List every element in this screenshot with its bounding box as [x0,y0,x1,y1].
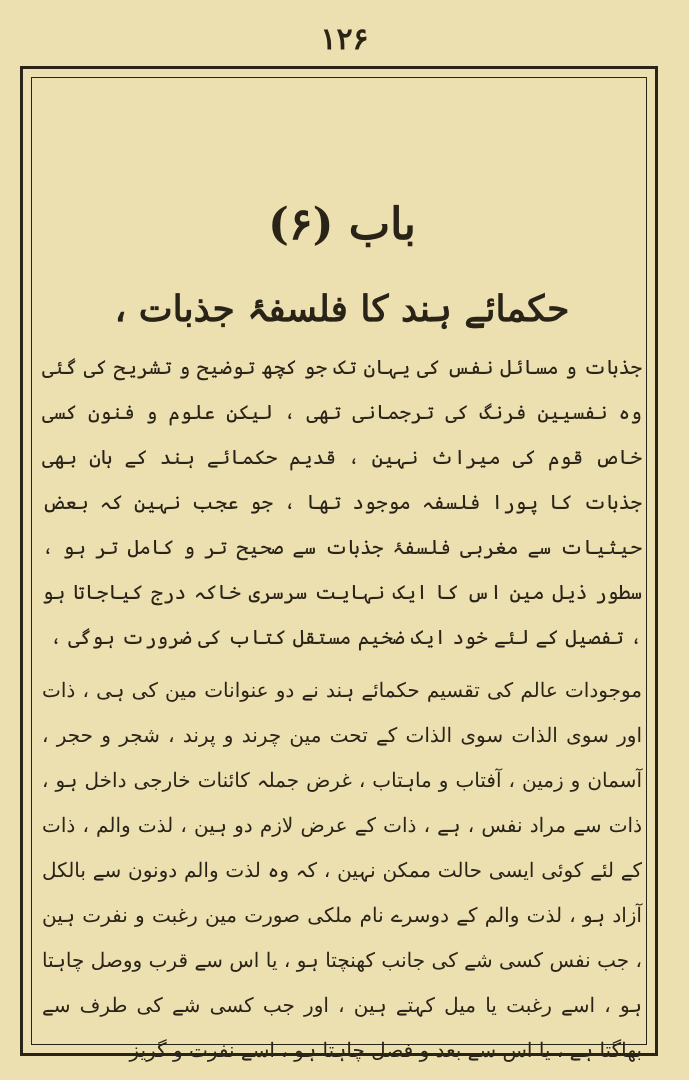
page-number: ۱۲۶ [320,22,369,57]
chapter-title: حکمائے ہند کا فلسفۂ جذبات ، [114,288,570,330]
paragraph-2: موجودات عالم کی تقسیم حکمائے ہند نے دو عنوانات مین کی ہی ، ذات اور سوی الذات سوی الذات کے تحت مین چرند و پرند ، شجر و حجر ، آسمان و زمین ، آفتاب و ماہتاب ، غرض جملہ کائنات خارجی داخل ہو ، ذات سے مراد نفس ، ہے ، ذات کے عرض لازم دو ہین ، لذت والم ، ذات کے لئے کوئی ایسی حالت ممکن نہین ، کہ وہ لذت والم دونون سے بالکل آزاد ہو ، لذت والم کے دوسرے نام ملکی صورت مین رغبت و نفرت ہین ، جب نفس کسی شے کی جانب کھنچتا ہو ، یا اس سے قرب ووصل چاہتا ہو ، اسے رغبت یا میل کہتے ہین ، اور جب کسی شے کی طرف سے بھاگتا ہے ، یا اس سے بعد و فصل چاہتا ہو ، اسے نفرت و گریز [42,678,642,1062]
paragraph-1: جذبات و مسائل نفس کی یہان تک جو کچھ توضیح و تشریح کی گئی وہ نفسیین فرنگ کی ترجمانی تھی ، لیکن علوم و فنون کسی خاص قوم کی میراث نہین ، قدیم حکمائے ہند کے ہان بھی جذبات کا پورا فلسفہ موجود تھا ، جو عجب نہین کہ بعض حیثیات سے مغربی فلسفۂ جذبات سے صحیح تر و کامل تر ہو ، سطور ذیل مین اس کا ایک نہایت سرسری خاکہ درج کیاجاتا ہو ، تفصیل کے لئے خود ایک ضخیم مستقل کتاب کی ضرورت ہوگی ، [42,355,642,649]
chapter-heading: باب (۶) [268,199,416,250]
page-body [42,195,642,1073]
